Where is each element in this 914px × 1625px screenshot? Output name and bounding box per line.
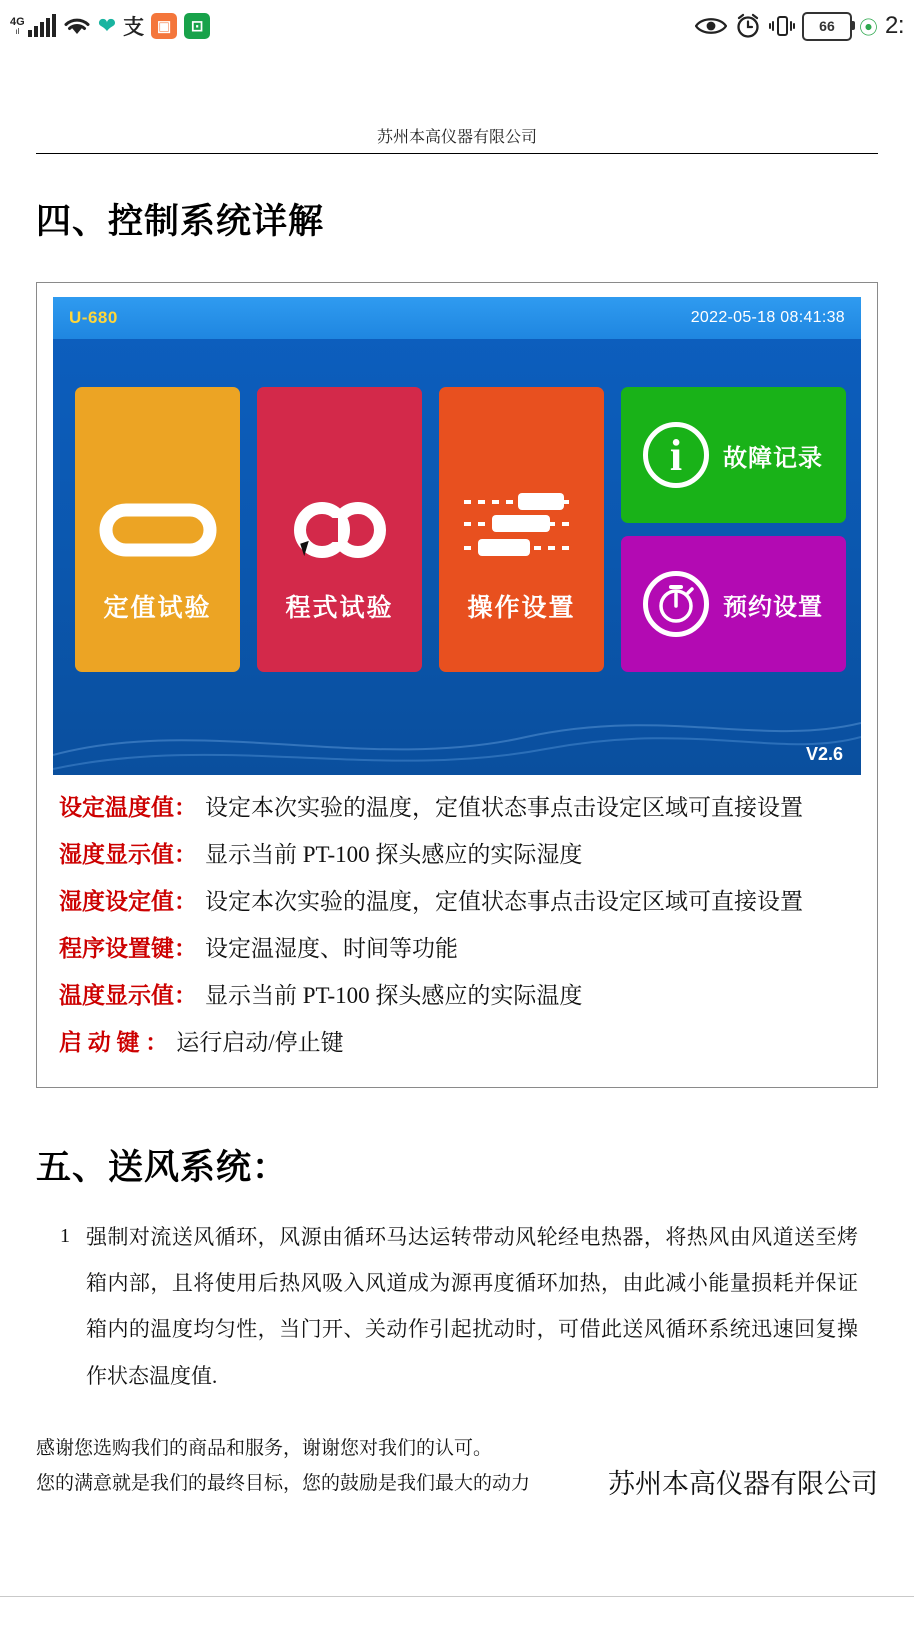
app-orange-icon: ▣ [151, 13, 177, 39]
legend-term: 程序设置键： [59, 936, 197, 961]
legend-description: 设定本次实验的温度，定值状态事点击设定区域可直接设置 [205, 795, 803, 820]
list-item-number: 1 [60, 1225, 70, 1247]
tile-label: 程式试验 [285, 594, 394, 622]
link-chain-icon [98, 494, 218, 566]
tile-label: 故障记录 [723, 444, 823, 472]
tile-label: 定值试验 [103, 594, 212, 622]
app-green-icon: ⊡ [184, 13, 210, 39]
sliders-icon [458, 488, 586, 572]
tile-label: 操作设置 [467, 594, 576, 622]
closing-company: 苏州本高仪器有限公司 [608, 1468, 878, 1499]
closing-block [36, 1433, 878, 1503]
legend-term: 启 动 键 ： [59, 1030, 169, 1055]
device-screen [53, 297, 861, 775]
legend-description: 显示当前 PT-100 探头感应的实际湿度 [205, 842, 583, 867]
list-item [60, 1214, 858, 1399]
page-bottom-divider [0, 1596, 914, 1625]
document-page [0, 52, 914, 1625]
legend-term: 湿度设定值： [59, 889, 197, 914]
legend-description: 运行启动/停止键 [176, 1030, 344, 1055]
tile-fixed-value-test[interactable] [75, 387, 240, 672]
closing-line-1: 感谢您选购我们的商品和服务，谢谢您对我们的认可。 [36, 1437, 493, 1459]
tile-reservation-settings[interactable] [621, 536, 846, 672]
closing-line-2: 您的满意就是我们的最终目标，您的鼓励是我们最大的动力 [36, 1472, 531, 1494]
status-bar-time: 2: [884, 12, 904, 39]
device-model-label: U-680 [69, 308, 118, 327]
alarm-clock-icon [734, 12, 762, 40]
vibrate-icon [769, 14, 795, 38]
heartbeat-icon: ❤ [97, 13, 117, 38]
tile-operation-settings[interactable] [439, 387, 604, 672]
section-four-title: 四、控制系统详解 [36, 202, 325, 241]
legend-term: 设定温度值： [59, 795, 197, 820]
legend-item [59, 930, 855, 963]
tile-program-test[interactable] [257, 387, 422, 672]
legend-item [59, 977, 855, 1010]
section-five-title: 五、送风系统： [36, 1148, 289, 1187]
list-item-text: 强制对流送风循环，风源由循环马达运转带动风轮经电热器，将热风由风道送至烤箱内部，且将使用后热风吸入风道成为源再度循环加热，由此减小能量损耗并保证箱内的温度均匀性，当门开、关动作引起扰动时，可借此送风循环系统迅速回复操作状态温度值. [86, 1225, 858, 1388]
eye-icon [695, 15, 727, 37]
device-datetime-label: 2022-05-18 08:41:38 [690, 309, 845, 326]
double-link-icon [280, 494, 400, 566]
legend-item [59, 1024, 855, 1057]
header-divider [36, 153, 878, 154]
device-version-label: V2.6 [805, 744, 843, 764]
legend-description: 设定本次实验的温度，定值状态事点击设定区域可直接设置 [205, 889, 803, 914]
leaf-icon: ⦿ [858, 17, 878, 39]
legend-item [59, 836, 855, 869]
signal-bars-icon [28, 15, 56, 37]
status-bar [0, 0, 914, 52]
battery-icon: 66 [802, 12, 852, 41]
info-circle-icon: i [643, 422, 709, 488]
legend-list [53, 789, 861, 1057]
device-title-bar [53, 297, 861, 339]
legend-item [59, 883, 855, 916]
tile-fault-records[interactable] [621, 387, 846, 523]
section-five-body [60, 1214, 858, 1399]
stopwatch-icon [643, 571, 709, 637]
tile-label: 预约设置 [723, 593, 823, 621]
device-menu-tiles [75, 387, 846, 672]
legend-term: 湿度显示值： [59, 842, 197, 867]
legend-description: 设定温湿度、时间等功能 [205, 936, 458, 961]
legend-item [59, 789, 855, 822]
alipay-icon: 支 [123, 16, 145, 39]
document-header-company: 苏州本高仪器有限公司 [376, 129, 537, 146]
legend-term: 温度显示值： [59, 983, 197, 1008]
decorative-wave [53, 685, 861, 775]
control-system-figure [36, 282, 878, 1088]
wifi-icon [63, 15, 91, 37]
legend-description: 显示当前 PT-100 探头感应的实际温度 [205, 983, 583, 1008]
network-type-label: 4G ıl [10, 15, 25, 36]
